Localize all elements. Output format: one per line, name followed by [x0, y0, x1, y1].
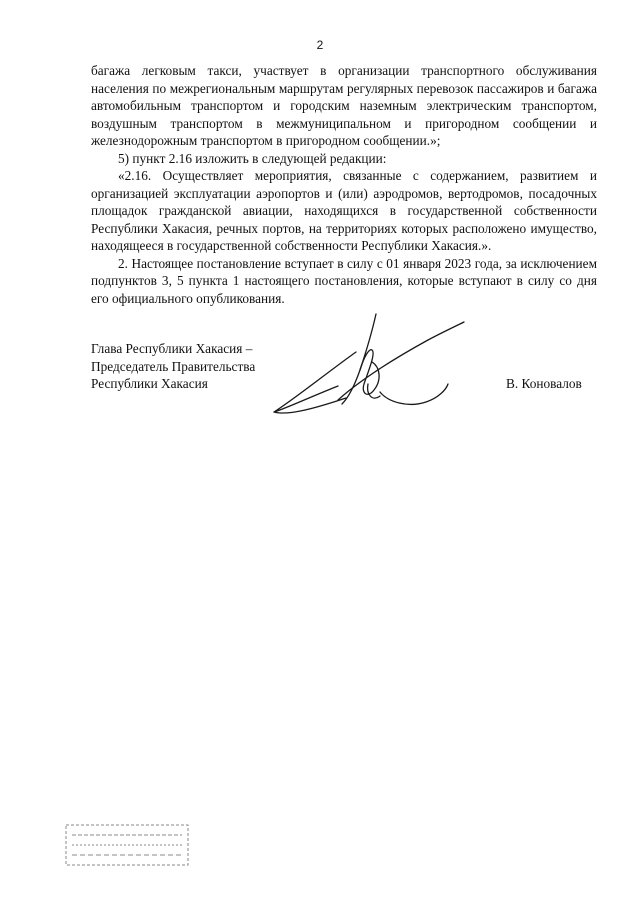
page-number: 2: [316, 38, 324, 52]
paragraph-subitem-5: 5) пункт 2.16 изложить в следующей редакции:: [118, 150, 387, 166]
signer-title-line-1: Глава Республики Хакасия –: [91, 341, 253, 356]
paragraph-effective-date: 2. Настоящее постановление вступает в силу с 01 января 2023 года, за исключением подпунктов 3, 5 пункта 1 настоящего постановления, которые вступают в силу со дня его официального опубликования.: [91, 255, 597, 306]
signer-name: В. Коновалов: [506, 376, 582, 391]
registration-stamp: [64, 823, 190, 867]
signer-title-line-3: Республики Хакасия: [91, 376, 208, 391]
signer-title-line-2: Председатель Правительства: [91, 358, 256, 374]
paragraph-continuation: багажа легковым такси, участвует в организации транспортного обслуживания населения по межрегиональным маршрутам регулярных перевозок пассажиров и багажа автомобильным транспортом и городским наземным электрическим транспортом, воздушным транспортом в межмуниципальном и пригородном сообщении и железнодорожным транспортом в пригородном сообщении.»;: [91, 63, 597, 148]
paragraph-item-2-16: «2.16. Осуществляет мероприятия, связанные с содержанием, развитием и организацией эксплуатации аэропортов и (или) аэродромов, вертодромов, посадочных площадок гражданской авиации, находящихся в государственной собственности Республики Хакасия, речных портов, на территориях которых расположено имущество, находящееся в государственной собственности Республики Хакасия.».: [91, 168, 597, 253]
signer-title-block: [91, 340, 255, 393]
handwritten-signature: [268, 312, 468, 427]
document-body: [91, 62, 597, 307]
